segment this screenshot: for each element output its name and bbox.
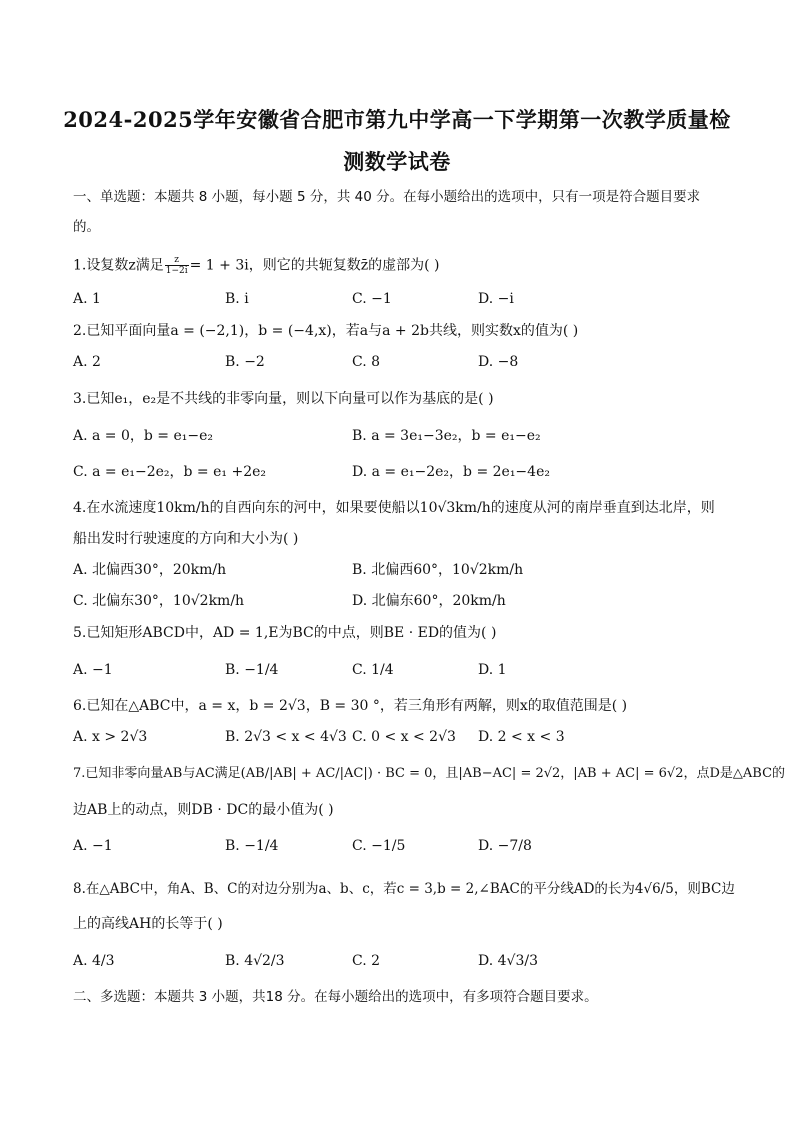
q2-option-d: D. −8	[478, 354, 519, 370]
question-1	[73, 255, 439, 276]
q1-option-d: D. −i	[478, 291, 514, 307]
q1-frac-den: 1−2i	[165, 266, 188, 276]
q1-stem-post: = 1 + 3i，则它的共轭复数z̄的虚部为( )	[189, 257, 440, 274]
q3-option-d: D. a = e₁−2e₂，b = 2e₁−4e₂	[352, 464, 550, 480]
q1-frac-num: z	[165, 255, 189, 266]
q4-option-c: C. 北偏东30°，10√2km/h	[73, 593, 245, 609]
q8-option-d: D. 4√3/3	[478, 953, 538, 969]
q5-option-c: C. 1/4	[352, 662, 394, 678]
question-4: 4.在水流速度10km/h的自西向东的河中，如果要使船以10√3km/h的速度从河的南岸垂直到达北岸，则	[73, 500, 715, 516]
question-6: 6.已知在△ABC中，a = x，b = 2√3，B = 30 °，若三角形有两解，则x的取值范围是( )	[73, 698, 628, 714]
q2-option-a: A. 2	[73, 354, 101, 370]
q6-option-d: D. 2 < x < 3	[478, 729, 565, 745]
q8-option-b: B. 4√2/3	[225, 953, 285, 969]
q8-option-a: A. 4/3	[73, 953, 115, 969]
q1-stem-pre: 1.设复数z满足	[73, 257, 164, 274]
question-4-cont: 船出发时行驶速度的方向和大小为( )	[73, 531, 299, 547]
exam-title-line1: 2024-2025学年安徽省合肥市第九中学高一下学期第一次教学质量检	[63, 107, 731, 132]
q4-option-d: D. 北偏东60°，20km/h	[352, 593, 506, 609]
question-8: 8.在△ABC中，角A、B、C的对边分别为a、b、c，若c = 3,b = 2,∠BAC的平分线AD的长为4√6/5，则BC边	[73, 881, 735, 897]
q3-option-c: C. a = e₁−2e₂，b = e₁ +2e₂	[73, 464, 266, 480]
q1-option-b: B. i	[225, 291, 249, 307]
q5-option-b: B. −1/4	[225, 662, 279, 678]
q5-option-a: A. −1	[73, 662, 113, 678]
q3-option-a: A. a = 0，b = e₁−e₂	[73, 428, 214, 444]
question-7: 7.已知非零向量AB与AC满足(AB/|AB| + AC/|AC|) · BC = 0，且|AB−AC| = 2√2，|AB + AC| = 6√2，点D是△ABC的	[73, 766, 786, 781]
q6-option-a: A. x > 2√3	[73, 729, 148, 745]
q4-option-a: A. 北偏西30°，20km/h	[73, 562, 227, 578]
question-2: 2.已知平面向量a = (−2,1)，b = (−4,x)，若a与a + 2b共线，则实数x的值为( )	[73, 323, 579, 339]
q6-option-b: B. 2√3 < x < 4√3	[225, 729, 347, 745]
section1-header-cont: 的。	[73, 219, 100, 235]
section1-header: 一、单选题：本题共 8 小题，每小题 5 分，共 40 分。在每小题给出的选项中，只有一项是符合题目要求	[73, 189, 701, 205]
q7-option-d: D. −7/8	[478, 838, 532, 854]
q1-option-a: A. 1	[73, 291, 101, 307]
q7-option-c: C. −1/5	[352, 838, 406, 854]
q4-option-b: B. 北偏西60°，10√2km/h	[352, 562, 524, 578]
q7-option-a: A. −1	[73, 838, 113, 854]
q3-option-b: B. a = 3e₁−3e₂，b = e₁−e₂	[352, 428, 541, 444]
q2-option-b: B. −2	[225, 354, 265, 370]
q2-option-c: C. 8	[352, 354, 381, 370]
q5-option-d: D. 1	[478, 662, 507, 678]
q1-fraction	[165, 255, 189, 276]
q1-option-c: C. −1	[352, 291, 392, 307]
question-5: 5.已知矩形ABCD中，AD = 1,E为BC的中点，则BE · ED的值为( )	[73, 625, 497, 641]
q6-option-c: C. 0 < x < 2√3	[352, 729, 456, 745]
question-7-cont: 边AB上的动点，则DB · DC的最小值为( )	[73, 802, 334, 818]
section2-header: 二、多选题：本题共 3 小题，共18 分。在每小题给出的选项中，有多项符合题目要求。	[73, 989, 598, 1005]
exam-title-line2: 测数学试卷	[343, 149, 451, 174]
question-3: 3.已知e₁，e₂是不共线的非零向量，则以下向量可以作为基底的是( )	[73, 391, 494, 407]
q7-option-b: B. −1/4	[225, 838, 279, 854]
q8-option-c: C. 2	[352, 953, 381, 969]
question-8-cont: 上的高线AH的长等于( )	[73, 916, 223, 932]
